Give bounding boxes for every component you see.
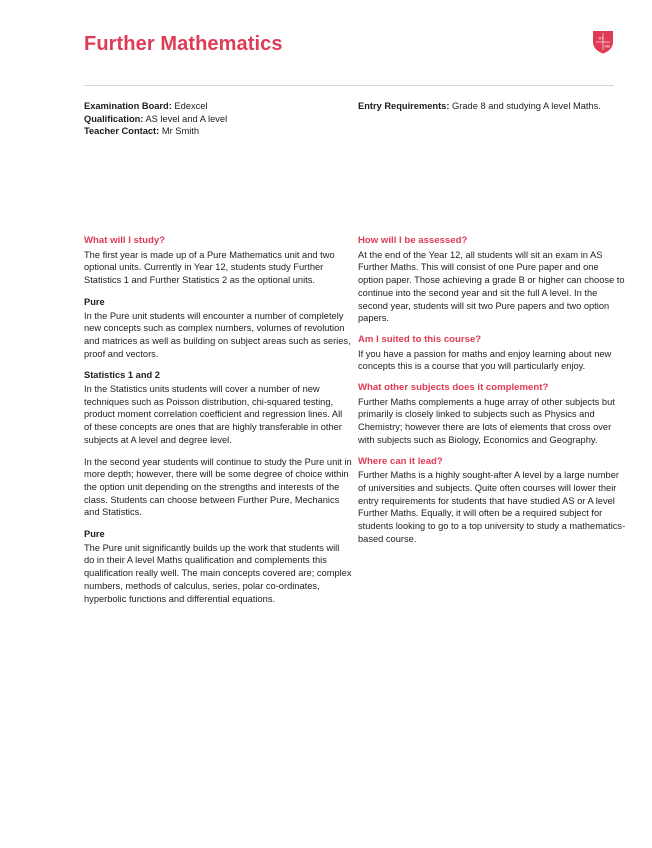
pure2-heading: Pure bbox=[84, 529, 105, 540]
qualification-label: Qualification: bbox=[84, 113, 144, 124]
course-meta-right bbox=[358, 100, 601, 113]
teacher-row bbox=[84, 125, 227, 138]
header-divider bbox=[84, 85, 614, 86]
right-column bbox=[358, 235, 626, 554]
lead-heading: Where can it lead? bbox=[358, 455, 443, 467]
complement-text: Further Maths complements a huge array of other subjects but primarily is closely linked to subjects such as Physics and Chemistry; however there are lots of elements that cross over with subjects such as Biology, Economics and Geography. bbox=[358, 396, 615, 445]
entry-value: Grade 8 and studying A level Maths. bbox=[452, 101, 601, 111]
entry-label: Entry Requirements: bbox=[358, 101, 450, 111]
complement-heading: What other subjects does it complement? bbox=[358, 382, 549, 394]
course-meta-left bbox=[84, 100, 227, 138]
shield-icon bbox=[592, 30, 614, 54]
qualification-row bbox=[84, 113, 227, 126]
second-year-text: In the second year students will continue to study the Pure unit in more depth; however, there will be some degree of choice within the option unit depending on the strengths and interests of the class. Students can choose between Further Pure, Mechanics and Statistics. bbox=[84, 456, 352, 518]
what-text: The first year is made up of a Pure Mathematics unit and two optional units. Currently in Year 12, students study Further Statistics 1 and Further Statistics 2 as the optional units. bbox=[84, 249, 335, 286]
entry-row bbox=[358, 100, 601, 113]
stats-heading: Statistics 1 and 2 bbox=[84, 370, 160, 381]
lead-text: Further Maths is a highly sought-after A level by a large number of universities and subjects. Quite often courses will lower their entry requirements for students that have studied AS or A level Further Maths. Equally, it will often be a required subject for students looking to go to a top university to study a mathematics-based course. bbox=[358, 470, 626, 544]
stats-text: In the Statistics units students will cover a number of new techniques such as Poisson distribution, chi-squared testing, product moment correlation coefficient and regression lines. All of these concepts are ones that are highly transferable in other subjects at A level and degree level. bbox=[84, 384, 343, 445]
pure2-text: The Pure unit significantly builds up the work that students will do in their A level Maths qualification and complements this qualification really well. The main concepts covered are; complex numbers, methods of calculus, series, polar co-ordinates, hyperbolic functions and differential equations. bbox=[84, 542, 352, 604]
school-crest-logo bbox=[592, 30, 614, 54]
teacher-value: Mr Smith bbox=[161, 126, 200, 137]
what-heading: What will I study? bbox=[84, 235, 166, 246]
svg-text:AB: AB bbox=[604, 43, 610, 49]
page-title: Further Mathematics bbox=[84, 33, 283, 55]
suited-text: If you have a passion for maths and enjoy learning about new concepts this is a course that you will particularly enjoy. bbox=[358, 348, 612, 372]
exam-board-row bbox=[84, 100, 227, 113]
pure1-text: In the Pure unit students will encounter a number of completely new concepts such as complex numbers, volumes of revolution and matrices as well as building on subject areas such as series, proof and vectors. bbox=[84, 310, 351, 359]
exam-board-label: Examination Board: bbox=[84, 101, 172, 111]
assessed-heading: How will I be assessed? bbox=[358, 235, 468, 246]
suited-heading: Am I suited to this course? bbox=[358, 333, 482, 345]
qualification-value: AS level and A level bbox=[145, 113, 228, 124]
svg-text:ST: ST bbox=[598, 35, 604, 41]
assessed-text: At the end of the Year 12, all students will sit an exam in AS Further Maths. This will consist of one Pure paper and one option paper. Those achieving a grade B or higher can choose to continue into the second year and sit the full A level. In the second year, students will sit two Pure papers and two option papers. bbox=[358, 249, 625, 324]
pure1-heading: Pure bbox=[84, 296, 105, 307]
left-column bbox=[84, 235, 352, 614]
exam-board-value: Edexcel bbox=[174, 101, 208, 111]
teacher-label: Teacher Contact: bbox=[84, 126, 160, 137]
